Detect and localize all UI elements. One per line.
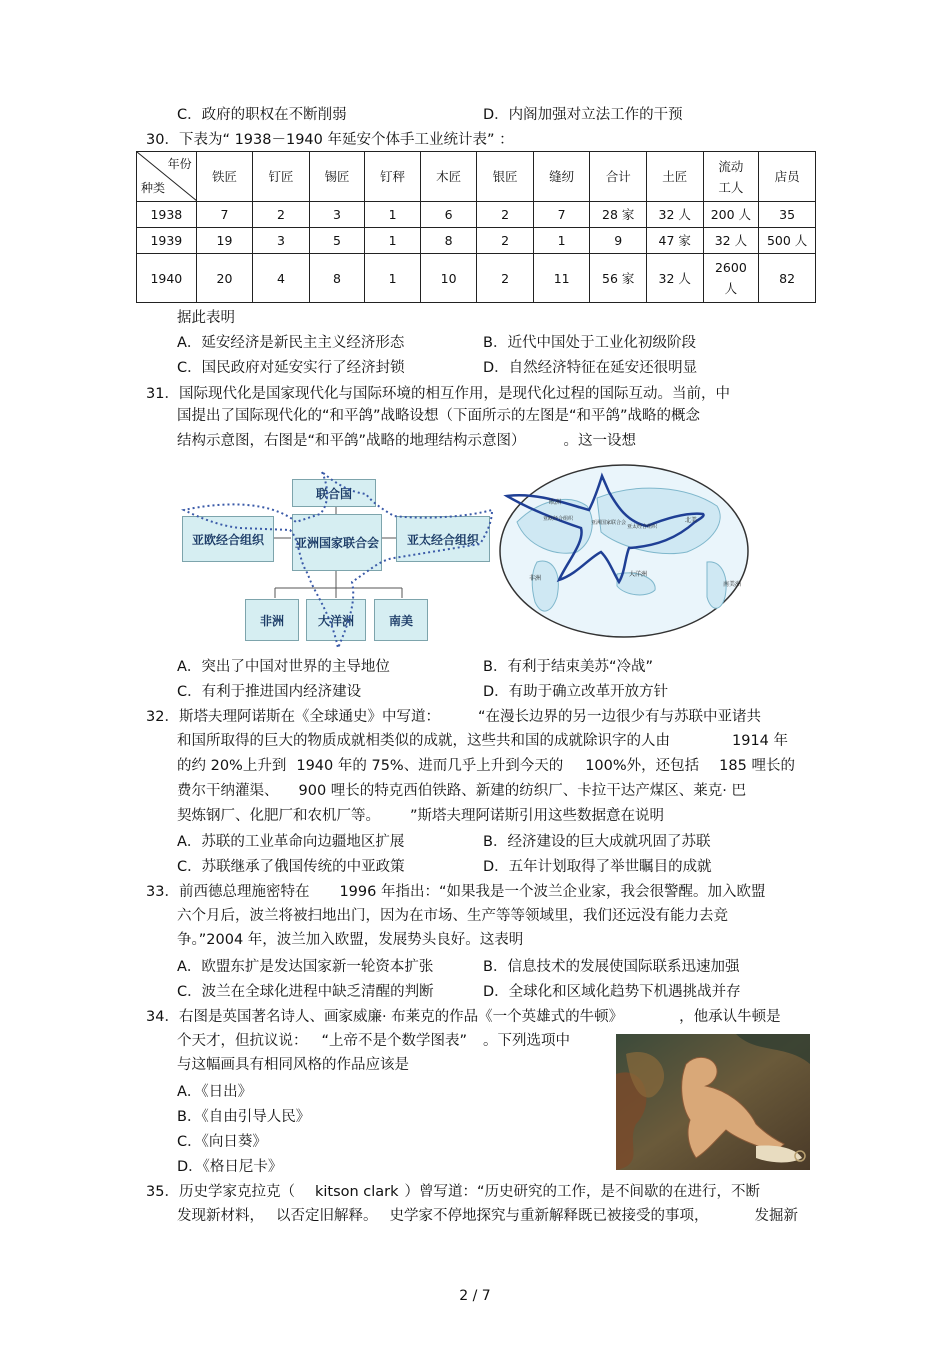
q35-line2-c: 史学家不停地探究与重新解释既已被接受的事项， [389,1208,709,1224]
table-cell: 35 [759,202,816,228]
table-cell [703,254,759,303]
q33-option-b: B．信息技术的发展使国际联系迅速加强 [483,959,740,975]
table-cell: 1 [365,202,421,228]
q32-line5-b: ”斯塔夫理阿诺斯引用这些数据意在说明 [410,808,665,824]
header-flow-line1: 流动 [718,158,744,174]
table-year-cell: 1938 [137,202,197,228]
q32-line3-b: 1940 年的 75%、进而几乎上升到今天的 [296,758,564,774]
q33-line1-a: 33．前西德总理施密特在 [146,884,310,900]
q35-line2-b: 以否定旧解释。 [276,1208,378,1224]
q34-line2-b: “上帝不是个数学图表” [321,1033,468,1049]
q35-line1-a: 35．历史学家克拉克（ [146,1184,295,1200]
q34-line1 [146,1007,781,1027]
cell-2600-unit: 人 [724,281,738,296]
q32-line4 [177,781,746,801]
q32-line2 [177,731,788,751]
table-cell: 2 [477,254,534,303]
q32-line1 [146,707,761,727]
table-header-cell: 缝纫 [533,152,590,202]
table-header-row [137,152,816,202]
box-south-america: 南美 [374,599,428,641]
q34-line2-c: 。下列选项中 [483,1033,571,1049]
q34-option-d: D．《格日尼卡》 [177,1159,283,1175]
q30-option-b: B．近代中国处于工业化初级阶段 [483,335,696,351]
table-cell: 500 人 [759,228,816,254]
table-row [137,254,816,303]
map-label-apec: 亚太经合组织 [627,524,658,530]
table-cell: 2 [253,202,310,228]
table-cell: 32 人 [646,254,703,303]
table-year-cell: 1940 [137,254,197,303]
q30-option-a: A．延安经济是新民主主义经济形态 [177,335,405,351]
q31-option-d: D．有助于确立改革开放方针 [483,684,669,700]
box-un: 联合国 [292,479,376,507]
q34-line1-b: ，他承认牛顿是 [679,1009,781,1025]
q35-line1-c: ）曾写道：“历史研究的工作，是不间歇的在进行，不断 [404,1184,761,1200]
table-cell: 6 [420,202,477,228]
table-header-cell: 木匠 [420,152,477,202]
table-cell: 8 [420,228,477,254]
table-cell: 28 家 [590,202,647,228]
q34-line3: 与这幅画具有相同风格的作品应该是 [177,1057,409,1073]
box-oceania: 大洋洲 [306,599,366,641]
q35-line1 [146,1182,760,1202]
q32-line5 [177,806,664,826]
q31-option-b: B．有利于结束美苏“冷战” [483,659,653,675]
q31-line3 [177,431,636,451]
table-header-cell: 土匠 [646,152,703,202]
table-row [137,228,816,254]
q31-world-map [497,462,752,640]
q30-table [136,151,816,303]
table-row [137,202,816,228]
table-header-cell: 合计 [590,152,647,202]
table-cell: 7 [196,202,253,228]
q29-option-d: D．内阁加强对立法工作的干预 [483,107,683,123]
q30-option-c: C．国民政府对延安实行了经济封锁 [177,360,405,376]
q31-option-a: A．突出了中国对世界的主导地位 [177,659,390,675]
q33-line2: 六个月后，波兰将被扫地出门，因为在市场、生产等等领域里，我们还远没有能力去竞 [177,908,728,924]
newton-painting [616,1034,810,1170]
q32-option-d: D．五年计划取得了举世瞩目的成就 [483,859,712,875]
table-cell: 1 [365,254,421,303]
q32-line1-a: 32．斯塔夫理阿诺斯在《全球通史》中写道： [146,709,440,725]
table-year-cell: 1939 [137,228,197,254]
box-asem: 亚欧经合组织 [182,516,274,562]
q33-line1 [146,882,765,902]
table-cell: 20 [196,254,253,303]
box-apec: 亚太经合组织 [396,516,490,562]
q32-option-a: A．苏联的工业革命向边疆地区扩展 [177,834,405,850]
page-number: 2 / 7 [459,1288,491,1304]
q32-line3-a: 的约 20%上升到 [177,758,287,774]
table-header-cell: 银匠 [477,152,534,202]
cell-2600: 2600 [714,260,747,275]
table-cell: 8 [309,254,365,303]
table-cell: 1 [365,228,421,254]
q31-line3-a: 结构示意图，右图是“和平鸽”战略的地理结构示意图） [177,433,526,449]
q32-line3-c: 100%外，还包括 [585,758,700,774]
q32-line2-b: 1914 年 [732,733,789,749]
table-cell: 2 [477,202,534,228]
table-header-cell: 钉匠 [253,152,310,202]
q35-line1-b: kitson clark [314,1184,399,1200]
map-label-south-america: 南美洲 [723,581,742,588]
q34-line2-a: 个天才，但抗议说： [177,1033,308,1049]
q32-line5-a: 契炼钢厂、化肥厂和农机厂等。 [177,808,380,824]
map-landmass [532,561,558,611]
q30-lead: 据此表明 [177,310,235,326]
q32-line4-b: 900 哩长的特克西伯铁路、新建的纺织厂、卡拉干达产煤区、莱克· 巴 [298,783,747,799]
table-header-cell: 店员 [759,152,816,202]
q32-line3 [177,756,795,776]
q34-option-a: A．《日出》 [177,1084,253,1100]
q34-option-c: C．《向日葵》 [177,1134,267,1150]
map-label-asem: 亚欧经合组织 [543,516,574,522]
q30-option-d: D．自然经济特征在延安还很明显 [483,360,698,376]
map-label-europe: 欧洲 [549,499,562,506]
map-label-asia-union: 亚洲国家联合会 [591,520,627,526]
box-asia-union: 亚洲国家联合会 [292,514,382,571]
header-flow-line2: 工人 [718,179,744,195]
table-cell: 2 [477,228,534,254]
table-header-cell: 锡匠 [309,152,365,202]
q33-line3: 争。”2004 年，波兰加入欧盟，发展势头良好。这表明 [177,932,524,948]
table-cell: 200 人 [703,202,759,228]
map-label-africa: 非洲 [529,575,542,582]
table-header-cell: 钉秤 [365,152,421,202]
q34-line1-a: 34．右图是英国著名诗人、画家威廉· 布莱克的作品《一个英雄式的牛顿》 [146,1009,624,1025]
q32-line1-b: “在漫长边界的另一边很少有与苏联中亚诸共 [477,709,761,725]
table-cell: 11 [533,254,590,303]
table-cell: 7 [533,202,590,228]
q32-option-c: C．苏联继承了俄国传统的中亚政策 [177,859,405,875]
q34-option-b: B．《自由引导人民》 [177,1109,311,1125]
table-cell: 56 家 [590,254,647,303]
table-header-cell: 铁匠 [196,152,253,202]
q31-line1: 31．国际现代化是国家现代化与国际环境的相互作用，是现代化过程的国际互动。当前，中 [146,386,730,402]
q33-option-a: A．欧盟东扩是发达国家新一轮资本扩张 [177,959,434,975]
q31-line2: 国提出了国际现代化的“和平鸽”战略设想（下面所示的左图是“和平鸽”战略的概念 [177,408,701,424]
table-cell: 32 人 [703,228,759,254]
table-cell: 5 [309,228,365,254]
q35-line2-a: 发现新材料， [177,1208,264,1224]
table-cell: 47 家 [646,228,703,254]
corner-year-label: 年份 [167,157,192,171]
map-label-north-america: 北美 [685,517,698,524]
table-cell: 32 人 [646,202,703,228]
q31-line3-b: 。这一设想 [563,433,637,449]
dove-outline-dotted [180,470,500,650]
q32-option-b: B．经济建设的巨大成就巩固了苏联 [483,834,711,850]
table-cell: 3 [309,202,365,228]
q35-line2 [177,1206,798,1226]
q33-option-c: C．波兰在全球化进程中缺乏清醒的判断 [177,984,434,1000]
box-africa: 非洲 [245,599,299,641]
q31-option-c: C．有利于推进国内经济建设 [177,684,362,700]
q31-concept-diagram [180,470,500,650]
table-header-cell [703,152,759,202]
table-cell: 4 [253,254,310,303]
table-cell: 3 [253,228,310,254]
table-cell: 10 [420,254,477,303]
q33-option-d: D．全球化和区域化趋势下机遇挑战并存 [483,984,741,1000]
table-cell: 19 [196,228,253,254]
q29-option-c: C．政府的职权在不断削弱 [177,107,347,123]
q35-line2-d: 发掘新 [754,1208,798,1224]
q32-line4-a: 费尔干纳灌渠、 [177,783,279,799]
q34-line2 [177,1031,570,1051]
table-corner-cell [137,152,197,202]
map-label-oceania: 大洋洲 [629,571,648,578]
corner-type-label: 种类 [141,181,166,195]
q32-line3-d: 185 哩长的 [719,758,795,774]
q30-stem: 30．下表为“ 1938－1940 年延安个体手工业统计表” ： [146,132,514,148]
table-cell: 9 [590,228,647,254]
q33-line1-b: 1996 年指出：“如果我是一个波兰企业家，我会很警醒。加入欧盟 [339,884,766,900]
table-cell: 1 [533,228,590,254]
q32-line2-a: 和国所取得的巨大的物质成就相类似的成就，这些共和国的成就除识字的人由 [177,733,670,749]
table-cell: 82 [759,254,816,303]
